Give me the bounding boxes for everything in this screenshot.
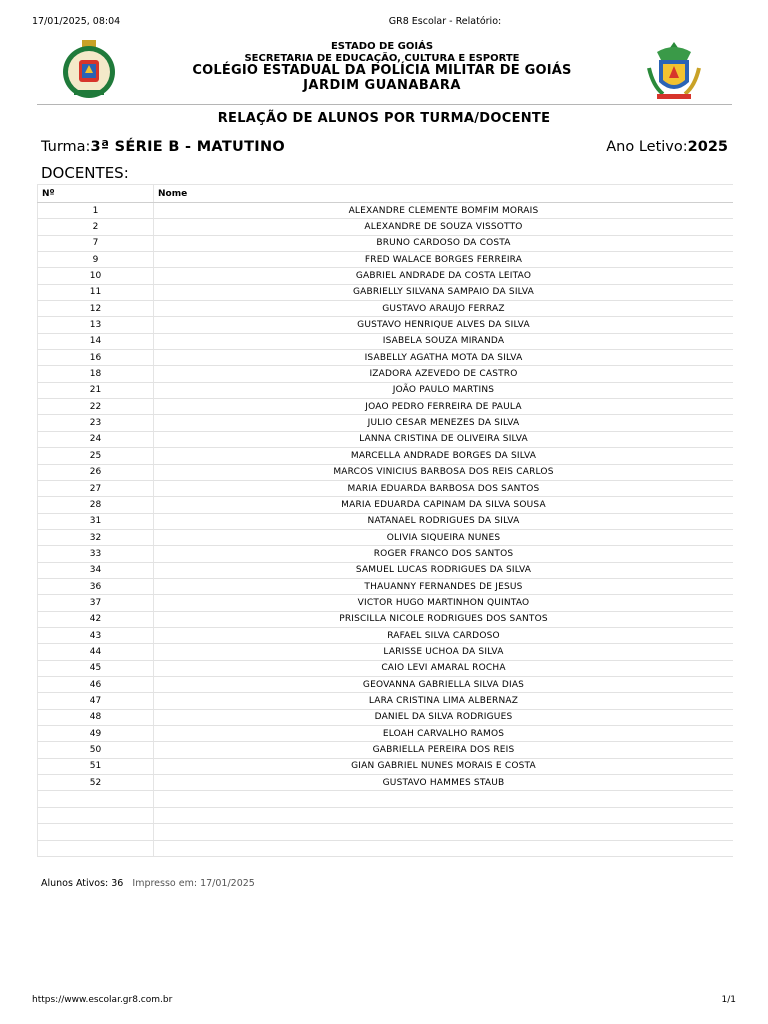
docentes-label: DOCENTES: — [41, 164, 129, 182]
student-number: 2 — [38, 219, 154, 235]
student-name: LANNA CRISTINA DE OLIVEIRA SILVA — [154, 431, 734, 447]
student-name: GIAN GABRIEL NUNES MORAIS E COSTA — [154, 758, 734, 774]
student-name: DANIEL DA SILVA RODRIGUES — [154, 709, 734, 725]
student-name: NATANAEL RODRIGUES DA SILVA — [154, 513, 734, 529]
student-name: GUSTAVO HAMMES STAUB — [154, 775, 734, 791]
student-number: 36 — [38, 578, 154, 594]
student-name: JOÃO PAULO MARTINS — [154, 382, 734, 398]
table-row — [38, 497, 734, 513]
table-row — [38, 546, 734, 562]
student-number: 28 — [38, 497, 154, 513]
column-header-name: Nome — [154, 185, 734, 203]
table-row — [38, 317, 734, 333]
table-row — [38, 726, 734, 742]
student-number: 44 — [38, 644, 154, 660]
table-row — [38, 333, 734, 349]
student-name: ELOAH CARVALHO RAMOS — [154, 726, 734, 742]
student-number: 43 — [38, 627, 154, 643]
student-number: 13 — [38, 317, 154, 333]
year-value: 2025 — [687, 139, 728, 155]
table-row — [38, 529, 734, 545]
table-row — [38, 203, 734, 219]
table-row — [38, 301, 734, 317]
student-number: 27 — [38, 480, 154, 496]
student-number: 26 — [38, 464, 154, 480]
empty-row — [38, 840, 734, 856]
student-name: ALEXANDRE CLEMENTE BOMFIM MORAIS — [154, 203, 734, 219]
empty-row — [38, 824, 734, 840]
table-row — [38, 644, 734, 660]
student-number: 25 — [38, 448, 154, 464]
table-row — [38, 758, 734, 774]
state-name: ESTADO DE GOIÁS — [330, 41, 434, 52]
print-title: GR8 Escolar - Relatório: — [388, 16, 502, 27]
student-number: 11 — [38, 284, 154, 300]
table-row — [38, 464, 734, 480]
student-number: 9 — [38, 252, 154, 268]
student-name: LARA CRISTINA LIMA ALBERNAZ — [154, 693, 734, 709]
table-row — [38, 660, 734, 676]
student-number: 45 — [38, 660, 154, 676]
table-row — [38, 513, 734, 529]
table-row — [38, 415, 734, 431]
table-row — [38, 480, 734, 496]
student-name: LARISSE UCHOA DA SILVA — [154, 644, 734, 660]
student-number: 33 — [38, 546, 154, 562]
student-name: PRISCILLA NICOLE RODRIGUES DOS SANTOS — [154, 611, 734, 627]
goias-coat-of-arms-icon — [643, 38, 705, 102]
student-number: 24 — [38, 431, 154, 447]
student-name: MARCELLA ANDRADE BORGES DA SILVA — [154, 448, 734, 464]
student-name: FRED WALACE BORGES FERREIRA — [154, 252, 734, 268]
footer-page: 1/1 — [721, 995, 736, 1005]
table-row — [38, 382, 734, 398]
student-name: JULIO CESAR MENEZES DA SILVA — [154, 415, 734, 431]
student-name: IZADORA AZEVEDO DE CASTRO — [154, 366, 734, 382]
table-row — [38, 693, 734, 709]
student-number: 16 — [38, 350, 154, 366]
column-header-number: Nº — [38, 185, 154, 203]
student-number: 23 — [38, 415, 154, 431]
table-row — [38, 627, 734, 643]
table-row — [38, 448, 734, 464]
print-header — [0, 16, 768, 30]
table-row — [38, 562, 734, 578]
student-name: GABRIEL ANDRADE DA COSTA LEITAO — [154, 268, 734, 284]
empty-row — [38, 791, 734, 807]
student-name: MARIA EDUARDA CAPINAM DA SILVA SOUSA — [154, 497, 734, 513]
table-row — [38, 235, 734, 251]
student-number: 34 — [38, 562, 154, 578]
student-name: MARCOS VINICIUS BARBOSA DOS REIS CARLOS — [154, 464, 734, 480]
student-name: ISABELLY AGATHA MOTA DA SILVA — [154, 350, 734, 366]
active-students: Alunos Ativos: 36 — [41, 878, 124, 889]
student-number: 10 — [38, 268, 154, 284]
school-crest-icon — [60, 38, 118, 100]
student-number: 47 — [38, 693, 154, 709]
table-header-row — [38, 185, 734, 203]
class-label: Turma: — [41, 139, 91, 155]
student-name: ISABELA SOUZA MIRANDA — [154, 333, 734, 349]
table-row — [38, 709, 734, 725]
student-name: JOAO PEDRO FERREIRA DE PAULA — [154, 399, 734, 415]
footer-url: https://www.escolar.gr8.com.br — [32, 995, 173, 1005]
table-row — [38, 595, 734, 611]
student-name: SAMUEL LUCAS RODRIGUES DA SILVA — [154, 562, 734, 578]
student-number: 46 — [38, 676, 154, 692]
student-number: 12 — [38, 301, 154, 317]
summary — [41, 878, 255, 889]
student-name: ROGER FRANCO DOS SANTOS — [154, 546, 734, 562]
table-row — [38, 775, 734, 791]
class-value: 3ª SÉRIE B - MATUTINO — [90, 139, 286, 155]
printed-date: Impresso em: 17/01/2025 — [132, 878, 255, 889]
student-name: ALEXANDRE DE SOUZA VISSOTTO — [154, 219, 734, 235]
student-number: 49 — [38, 726, 154, 742]
student-number: 42 — [38, 611, 154, 627]
school-name: COLÉGIO ESTADUAL DA POLÍCIA MILITAR DE GOIÁS — [192, 63, 572, 78]
year-label: Ano Letivo: — [606, 139, 688, 155]
student-number: 14 — [38, 333, 154, 349]
student-name: CAIO LEVI AMARAL ROCHA — [154, 660, 734, 676]
student-name: THAUANNY FERNANDES DE JESUS — [154, 578, 734, 594]
student-name: OLIVIA SIQUEIRA NUNES — [154, 529, 734, 545]
student-name: GABRIELLY SILVANA SAMPAIO DA SILVA — [154, 284, 734, 300]
campus-name: JARDIM GUANABARA — [303, 77, 461, 93]
table-row — [38, 366, 734, 382]
table-row — [38, 284, 734, 300]
student-number: 37 — [38, 595, 154, 611]
student-name: RAFAEL SILVA CARDOSO — [154, 627, 734, 643]
student-number: 7 — [38, 235, 154, 251]
student-number: 52 — [38, 775, 154, 791]
student-number: 1 — [38, 203, 154, 219]
table-row — [38, 252, 734, 268]
table-row — [38, 268, 734, 284]
table-row — [38, 431, 734, 447]
student-number: 18 — [38, 366, 154, 382]
student-name: GABRIELLA PEREIRA DOS REIS — [154, 742, 734, 758]
student-name: GEOVANNA GABRIELLA SILVA DIAS — [154, 676, 734, 692]
student-name: GUSTAVO ARAUJO FERRAZ — [154, 301, 734, 317]
table-row — [38, 578, 734, 594]
class-line — [41, 139, 285, 155]
table-row — [38, 219, 734, 235]
student-name: VICTOR HUGO MARTINHON QUINTAO — [154, 595, 734, 611]
student-number: 48 — [38, 709, 154, 725]
empty-row — [38, 807, 734, 823]
table-row — [38, 676, 734, 692]
students-table — [37, 184, 733, 857]
student-number: 22 — [38, 399, 154, 415]
student-number: 21 — [38, 382, 154, 398]
student-number: 31 — [38, 513, 154, 529]
student-number: 32 — [38, 529, 154, 545]
secretaria-name: SECRETARIA DE EDUCAÇÃO, CULTURA E ESPORTE — [244, 52, 520, 64]
table-row — [38, 742, 734, 758]
student-number: 51 — [38, 758, 154, 774]
print-date: 17/01/2025, 08:04 — [32, 16, 121, 27]
student-name: MARIA EDUARDA BARBOSA DOS SANTOS — [154, 480, 734, 496]
report-header — [37, 38, 732, 105]
student-name: GUSTAVO HENRIQUE ALVES DA SILVA — [154, 317, 734, 333]
table-row — [38, 399, 734, 415]
year-line — [606, 139, 728, 155]
table-row — [38, 350, 734, 366]
report-title: RELAÇÃO DE ALUNOS POR TURMA/DOCENTE — [217, 111, 551, 126]
student-name: BRUNO CARDOSO DA COSTA — [154, 235, 734, 251]
table-row — [38, 611, 734, 627]
student-number: 50 — [38, 742, 154, 758]
